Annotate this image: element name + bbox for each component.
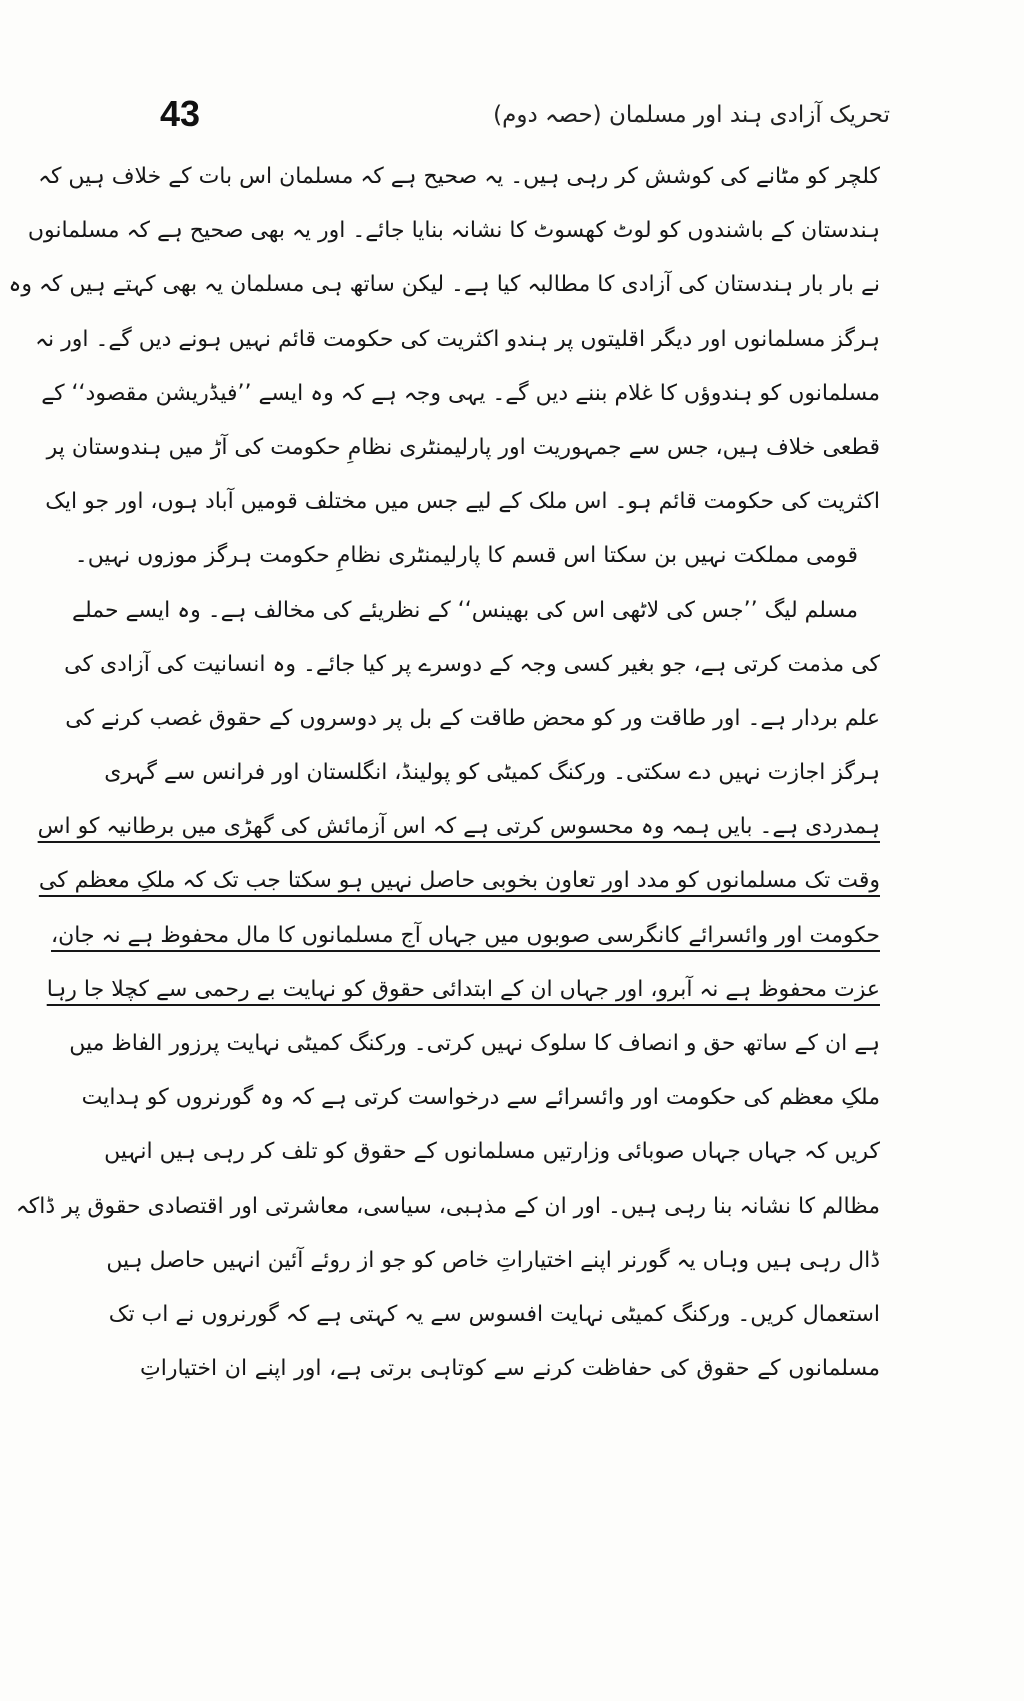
text-line: ہندستان کے باشندوں کو لوٹ کھسوٹ کا نشانہ بنایا جائے۔ اور یہ بھی صحیح ہے کہ مسلمانوں <box>27 218 880 244</box>
text-line: ملکِ معظم کی حکومت اور وائسرائے سے درخواست کرتی ہے کہ وہ گورنروں کو ہدایت <box>81 1085 880 1111</box>
text-line: ڈال رہی ہیں وہاں یہ گورنر اپنے اختیاراتِ خاص کو جو از روئے آئین انہیں حاصل ہیں <box>106 1247 880 1273</box>
text-line-underlined: عزت محفوظ ہے نہ آبرو، اور جہاں ان کے ابتدائی حقوق کو نہایت بے رحمی سے کچلا جا رہا <box>46 976 880 1002</box>
text-line-underlined: حکومت اور وائسرائے کانگرسی صوبوں میں جہاں آج مسلمانوں کا مال محفوظ ہے نہ جان، <box>51 922 880 948</box>
text-line: قومی مملکت نہیں بن سکتا اس قسم کا پارلیمنٹری نظامِ حکومت ہرگز موزوں نہیں۔ <box>74 543 858 569</box>
text-line: قطعی خلاف ہیں، جس سے جمہوریت اور پارلیمنٹری نظامِ حکومت کی آڑ میں ہندوستان پر <box>46 434 880 460</box>
page-header <box>150 92 890 140</box>
text-line: علم بردار ہے۔ اور طاقت ور کو محض طاقت کے بل پر دوسروں کے حقوق غصب کرنے کی <box>65 705 880 731</box>
text-line: ہرگز اجازت نہیں دے سکتی۔ ورکنگ کمیٹی کو پولینڈ، انگلستان اور فرانس سے گہری <box>104 760 880 786</box>
text-line: کلچر کو مٹانے کی کوشش کر رہی ہیں۔ یہ صحیح ہے کہ مسلمان اس بات کے خلاف ہیں کہ <box>38 164 880 189</box>
body-text <box>8 150 880 1396</box>
text-line: مسلم لیگ ’’جس کی لاٹھی اس کی بھینس‘‘ کے نظریئے کی مخالف ہے۔ وہ ایسے حملے <box>72 597 858 623</box>
text-line: کی مذمت کرتی ہے، جو بغیر کسی وجہ کے دوسرے پر کیا جائے۔ وہ انسانیت کی آزادی کی <box>64 651 880 677</box>
text-line-underlined: ہمدردی ہے۔ بایں ہمہ وہ محسوس کرتی ہے کہ اس آزمائش کی گھڑی میں برطانیہ کو اس <box>37 814 880 840</box>
text-line: مسلمانوں کے حقوق کی حفاظت کرنے سے کوتاہی برتی ہے، اور اپنے ان اختیاراتِ <box>140 1356 880 1382</box>
running-title: تحریک آزادی ہند اور مسلمان (حصہ دوم) <box>493 102 890 128</box>
text-line: کریں کہ جہاں جہاں صوبائی وزارتیں مسلمانوں کے حقوق کو تلف کر رہی ہیں انہیں <box>104 1139 880 1165</box>
text-line: ہے ان کے ساتھ حق و انصاف کا سلوک نہیں کرتی۔ ورکنگ کمیٹی نہایت پرزور الفاظ میں <box>69 1031 880 1056</box>
page-number: 43 <box>160 93 201 134</box>
text-line-underlined: وقت تک مسلمانوں کو مدد اور تعاون بخوبی حاصل نہیں ہو سکتا جب تک کہ ملکِ معظم کی <box>38 868 880 894</box>
text-line: مسلمانوں کو ہندوؤں کا غلام بننے دیں گے۔ یہی وجہ ہے کہ وہ ایسے ’’فیڈریشن مقصود‘‘ کے <box>41 380 880 406</box>
text-line: اکثریت کی حکومت قائم ہو۔ اس ملک کے لیے جس میں مختلف قومیں آباد ہوں، اور جو ایک <box>45 489 880 515</box>
text-line: مظالم کا نشانہ بنا رہی ہیں۔ اور ان کے مذہبی، سیاسی، معاشرتی اور اقتصادی حقوق پر ڈاکہ <box>15 1193 880 1219</box>
text-line: نے بار بار ہندستان کی آزادی کا مطالبہ کیا ہے۔ لیکن ساتھ ہی مسلمان یہ بھی کہتے ہیں کہ وہ <box>8 272 880 298</box>
text-line: ہرگز مسلمانوں اور دیگر اقلیتوں پر ہندو اکثریت کی حکومت قائم نہیں ہونے دیں گے۔ اور نہ <box>35 326 880 352</box>
text-line: استعمال کریں۔ ورکنگ کمیٹی نہایت افسوس سے یہ کہتی ہے کہ گورنروں نے اب تک <box>108 1301 880 1327</box>
